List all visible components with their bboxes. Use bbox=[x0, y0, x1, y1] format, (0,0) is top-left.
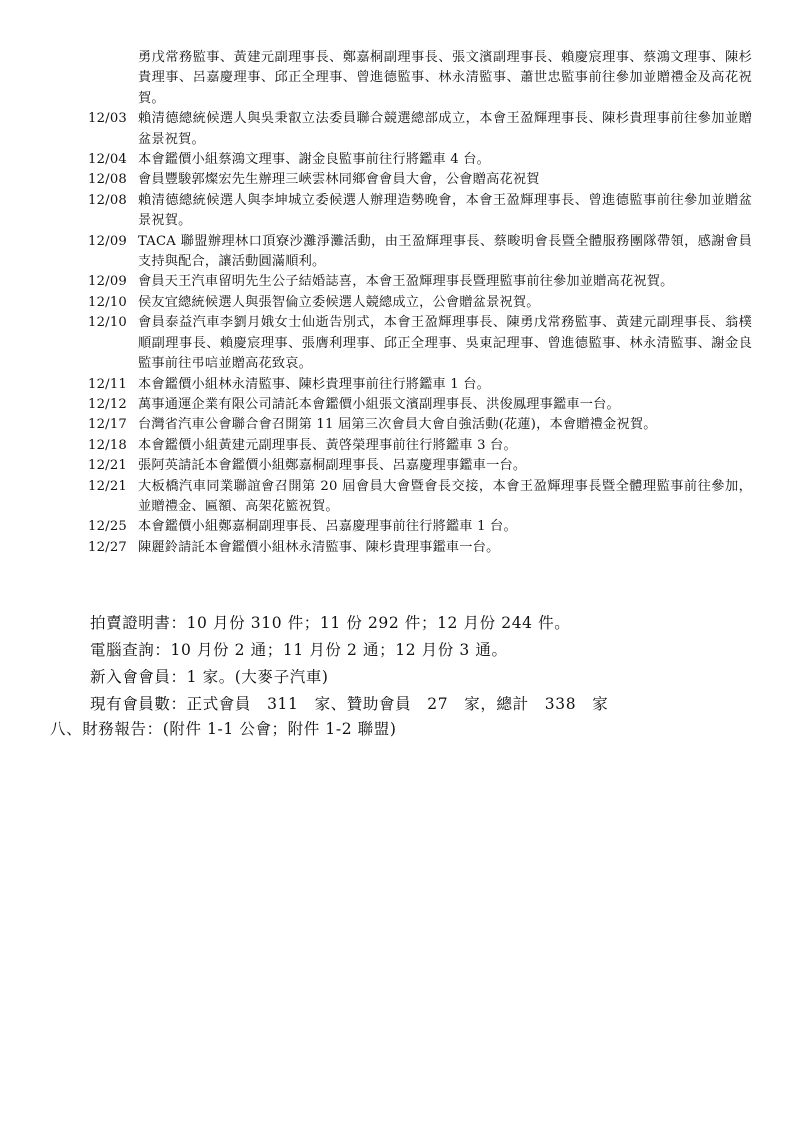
list-item bbox=[88, 48, 752, 109]
entry-date: 12/03 bbox=[88, 111, 128, 127]
entry-text: 本會鑑價小組蔡鴻文理事、謝金良監事前往行將鑑車 4 台。 bbox=[138, 152, 491, 168]
list-item bbox=[88, 150, 752, 170]
list-item bbox=[88, 170, 752, 190]
list-item bbox=[88, 436, 752, 456]
entry-text: 賴清德總統候選人與吳秉叡立法委員聯合競選總部成立，本會王盈輝理事長、陳杉貴理事前往參加並贈盆景祝賀。 bbox=[138, 111, 752, 147]
statistics-summary bbox=[90, 610, 730, 718]
entry-text: 勇戊常務監事、黃建元副理事長、鄭嘉桐副理事長、張文濱副理事長、賴慶宸理事、蔡鴻文理事、陳杉貴理事、呂嘉慶理事、邱正全理事、曾進德監事、林永清監事、蕭世忠監事前往參加並贈禮金及高花祝賀。 bbox=[138, 50, 752, 106]
entry-date bbox=[88, 48, 138, 109]
list-item bbox=[88, 109, 752, 150]
list-item bbox=[88, 232, 752, 273]
entry-date: 12/21 bbox=[88, 478, 128, 494]
activity-log bbox=[88, 48, 752, 558]
entry-text: 萬事通運企業有限公司請託本會鑑價小組張文濱副理事長、洪俊鳳理事鑑車一台。 bbox=[138, 396, 620, 412]
entry-date: 12/11 bbox=[88, 376, 128, 392]
entry-text: 陳麗鈴請託本會鑑價小組林永清監事、陳杉貴理事鑑車一台。 bbox=[138, 539, 500, 555]
auction-certificates-line: 拍賣證明書：10 月份 310 件；11 份 292 件；12 月份 244 件。 bbox=[90, 614, 571, 632]
list-item bbox=[88, 191, 752, 232]
new-members-line: 新入會會員：1 家。(大麥子汽車) bbox=[90, 668, 329, 686]
entry-text: 張阿英請託本會鑑價小組鄭嘉桐副理事長、呂嘉慶理事鑑車一台。 bbox=[138, 458, 527, 474]
computer-queries-line: 電腦查詢：10 月份 2 通；11 月份 2 通；12 月份 3 通。 bbox=[90, 641, 508, 659]
entry-date: 12/04 bbox=[88, 152, 128, 168]
entry-date: 12/09 bbox=[88, 274, 128, 290]
entry-text: 本會鑑價小組黃建元副理事長、黃啓榮理事前往行將鑑車 3 台。 bbox=[138, 437, 517, 453]
list-item bbox=[88, 415, 752, 435]
entry-text: TACA 聯盟辦理林口頂寮沙灘淨灘活動，由王盈輝理事長、蔡畯明會長暨全體服務團隊帶領，感謝會員支持與配合，讓活動圓滿順利。 bbox=[138, 233, 752, 270]
entry-date: 12/09 bbox=[88, 233, 128, 249]
entry-text: 會員泰益汽車李劉月娥女士仙逝告別式，本會王盈輝理事長、陳勇戊常務監事、黃建元副理事長、翁樸順副理事長、賴慶宸理事、張膺利理事、邱正全理事、吳東記理事、曾進德監事、林永清監事、謝金良監事前往弔唁並贈高花致哀。 bbox=[138, 315, 752, 372]
entry-text: 本會鑑價小組鄭嘉桐副理事長、呂嘉慶理事前往行將鑑車 1 台。 bbox=[138, 519, 517, 535]
list-item bbox=[88, 375, 752, 395]
entry-date: 12/12 bbox=[88, 396, 128, 412]
list-item bbox=[88, 538, 752, 558]
entry-text: 會員天王汽車留明先生公子結婚誌喜，本會王盈輝理事長暨理監事前往參加並贈高花祝賀。 bbox=[138, 274, 674, 290]
entry-date: 12/21 bbox=[88, 458, 128, 474]
entry-date: 12/08 bbox=[88, 172, 128, 188]
entry-text: 侯友宜總統候選人與張智倫立委候選人競總成立，公會贈盆景祝賀。 bbox=[138, 294, 540, 310]
entry-date: 12/08 bbox=[88, 192, 128, 208]
list-item bbox=[88, 395, 752, 415]
entry-text: 會員豐駿郭燦宏先生辦理三峽雲林同鄉會會員大會，公會贈高花祝賀 bbox=[138, 172, 540, 188]
entry-date: 12/10 bbox=[88, 315, 128, 331]
current-members-line: 現有會員數：正式會員 311 家、贊助會員 27 家，總計 338 家 bbox=[90, 695, 609, 713]
entry-text: 大板橋汽車同業聯誼會召開第 20 屆會員大會暨會長交接，本會王盈輝理事長暨全體理監事前往參加，並贈禮金、匾額、高架花籃祝賀。 bbox=[138, 478, 752, 514]
list-item bbox=[88, 477, 752, 518]
list-item bbox=[88, 456, 752, 476]
entry-text: 台灣省汽車公會聯合會召開第 11 屆第三次會員大會自強活動(花蓮)，本會贈禮金祝賀。 bbox=[138, 417, 657, 433]
entry-date: 12/27 bbox=[88, 539, 128, 555]
entry-text: 本會鑑價小組林永清監事、陳杉貴理事前往行將鑑車 1 台。 bbox=[138, 376, 491, 392]
list-item bbox=[88, 517, 752, 537]
entry-date: 12/10 bbox=[88, 294, 128, 310]
entry-date: 12/18 bbox=[88, 437, 128, 453]
entry-text: 賴清德總統候選人與李坤城立委候選人辦理造勢晚會，本會王盈輝理事長、曾進德監事前往參加並贈盆景祝賀。 bbox=[138, 192, 752, 229]
list-item bbox=[88, 272, 752, 292]
section-heading: 八、財務報告：(附件 1-1 公會；附件 1-2 聯盟) bbox=[50, 720, 397, 738]
list-item bbox=[88, 313, 752, 374]
entry-date: 12/25 bbox=[88, 519, 128, 535]
list-item bbox=[88, 293, 752, 313]
entry-date: 12/17 bbox=[88, 417, 128, 433]
